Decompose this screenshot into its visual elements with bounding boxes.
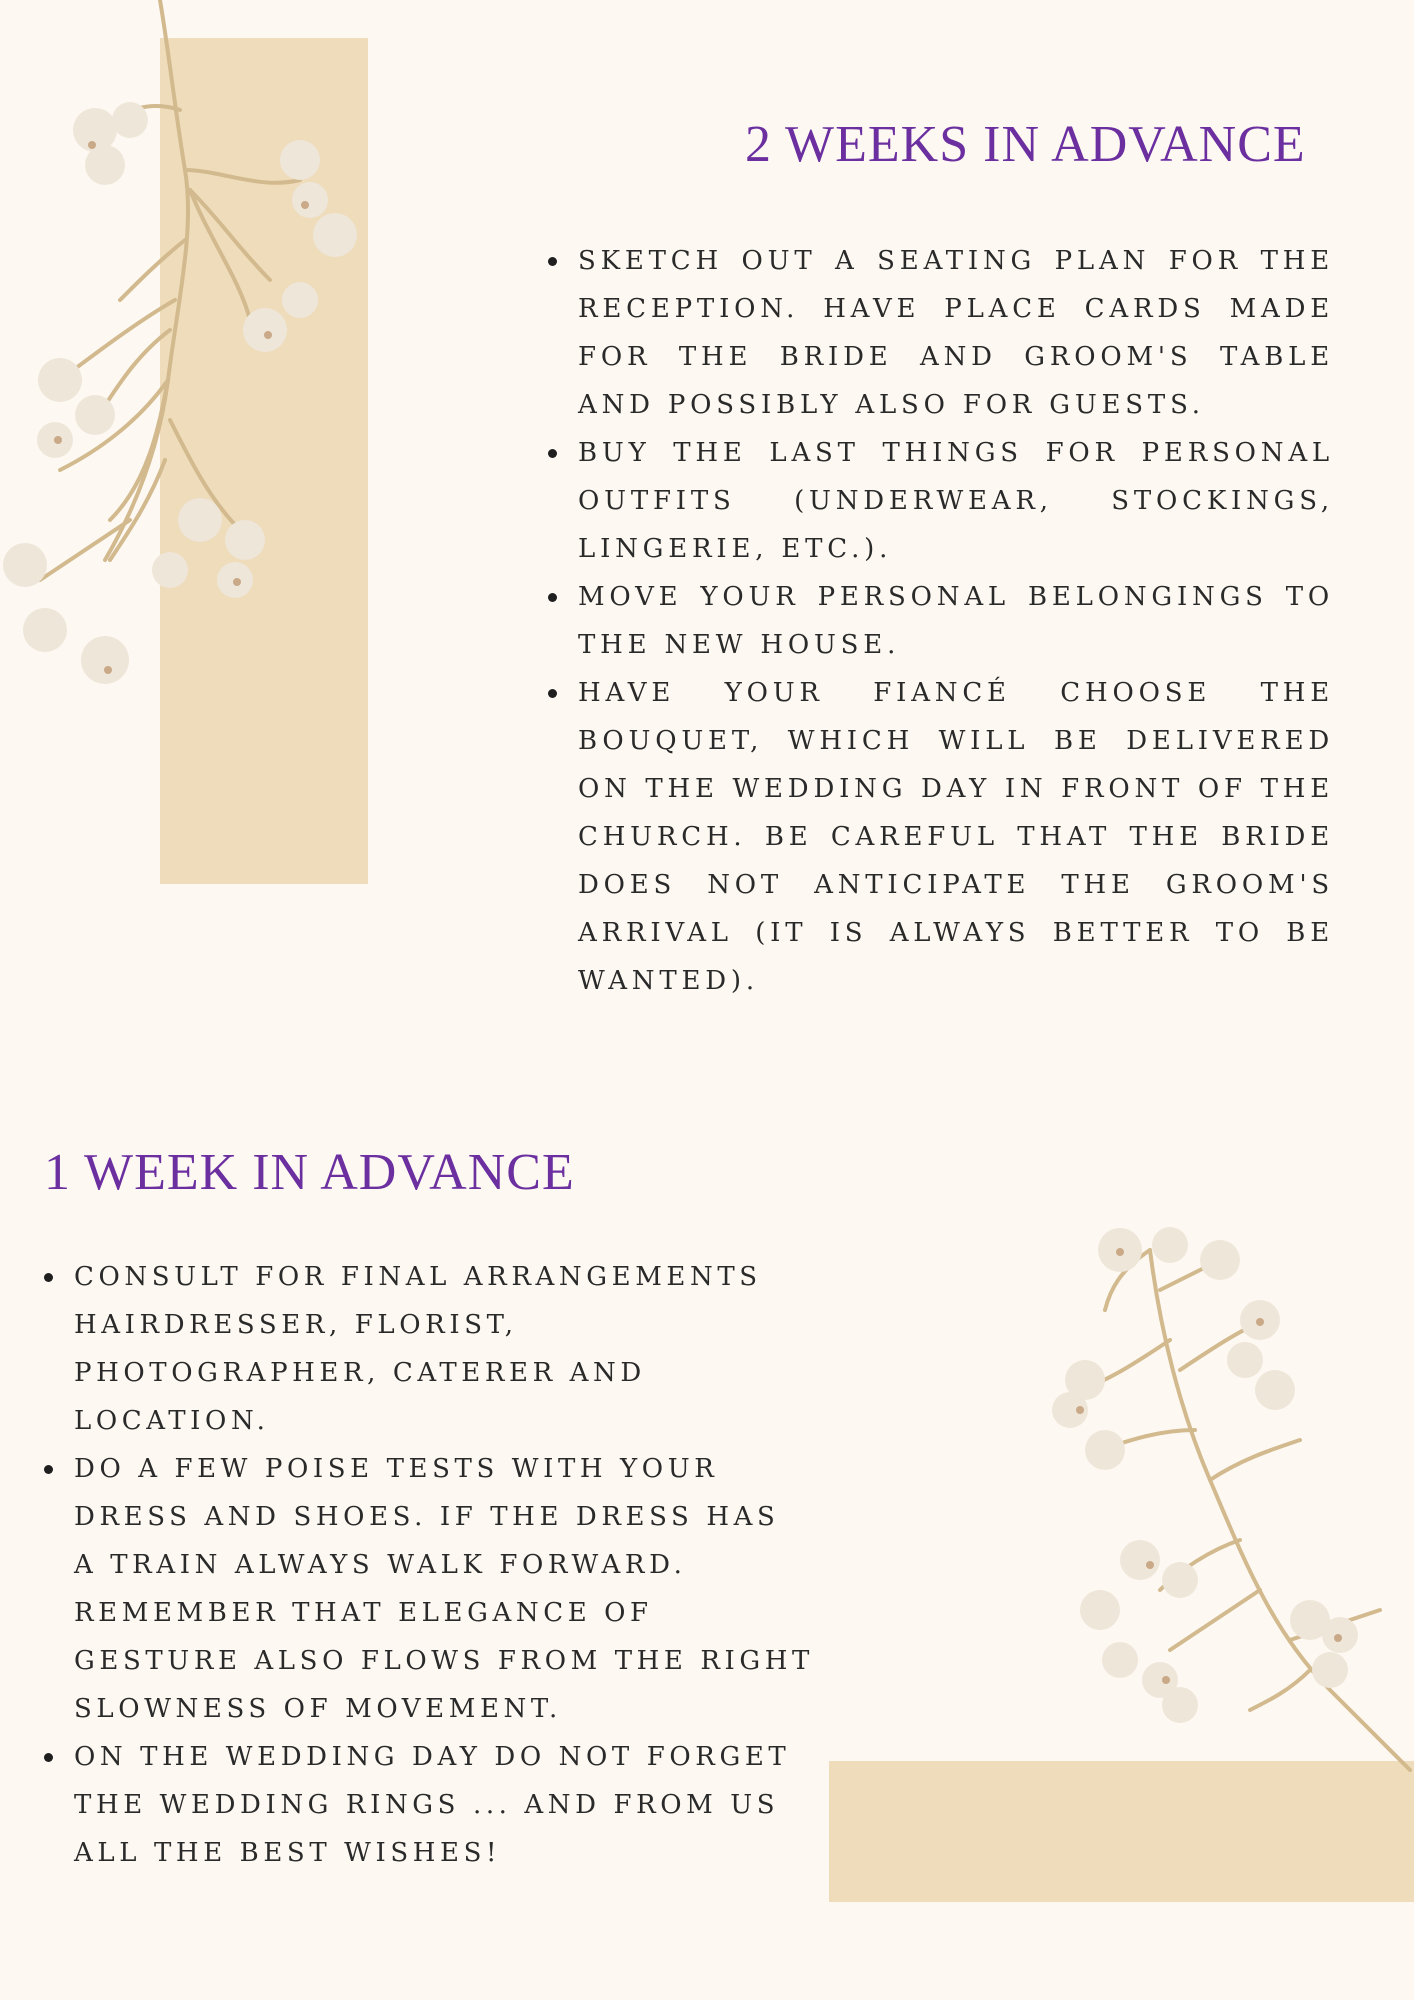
list-item-text-line: PHOTOGRAPHER, CATERER AND — [74, 1358, 646, 1388]
section-heading-1-week: 1 WEEK IN ADVANCE — [44, 1144, 575, 1201]
list-item-text: HAVE YOUR FIANCÉ CHOOSE THE BOUQUET, WHICH WILL BE DELIVERED ON THE WEDDING DAY IN FRONT OF THE CHURCH. BE CAREFUL THAT THE BRIDE DOES NOT ANTICIPATE THE GROOM'S ARRIVAL (IT IS ALWAYS BETTER TO BE WANTED). — [578, 678, 1334, 996]
list-item-text-line: SLOWNESS OF MOVEMENT. — [74, 1694, 562, 1724]
list-item-text-line: ALL THE BEST WISHES! — [74, 1838, 502, 1868]
list-item-text: SKETCH OUT A SEATING PLAN FOR THE RECEPTION. HAVE PLACE CARDS MADE FOR THE BRIDE AND GROOM'S TABLE AND POSSIBLY ALSO FOR GUESTS. — [578, 246, 1334, 420]
list-item-text-line: THE WEDDING RINGS ... AND FROM US — [74, 1790, 780, 1820]
checklist-2-weeks — [578, 237, 1334, 1005]
list-item-text: MOVE YOUR PERSONAL BELONGINGS TO THE NEW HOUSE. — [578, 582, 1334, 660]
list-item — [578, 669, 1334, 1005]
list-item-text-line: ON THE WEDDING DAY DO NOT FORGET — [74, 1742, 791, 1772]
list-item — [74, 1445, 834, 1733]
bullet-icon — [44, 1465, 53, 1474]
list-item — [74, 1733, 834, 1877]
bullet-icon — [548, 449, 557, 458]
floral-branch-illustration-bottom — [1010, 1210, 1414, 1830]
list-item — [578, 429, 1334, 573]
list-item — [74, 1253, 834, 1445]
bullet-icon — [548, 257, 557, 266]
list-item — [578, 573, 1334, 669]
checklist-1-week — [74, 1253, 834, 1877]
list-item-text-line: A TRAIN ALWAYS WALK FORWARD. — [74, 1550, 687, 1580]
bullet-icon — [548, 593, 557, 602]
list-item-text-line: DO A FEW POISE TESTS WITH YOUR — [74, 1454, 719, 1484]
list-item-text-line: DRESS AND SHOES. IF THE DRESS HAS — [74, 1502, 780, 1532]
list-item — [578, 237, 1334, 429]
list-item-text-line: LOCATION. — [74, 1406, 270, 1436]
list-item-text-line: CONSULT FOR FINAL ARRANGEMENTS — [74, 1262, 762, 1292]
bullet-icon — [548, 689, 557, 698]
bullet-icon — [44, 1273, 53, 1282]
bullet-icon — [44, 1753, 53, 1762]
list-item-text-line: GESTURE ALSO FLOWS FROM THE RIGHT — [74, 1646, 814, 1676]
floral-branch-illustration-top — [0, 0, 400, 700]
list-item-text-line: REMEMBER THAT ELEGANCE OF — [74, 1598, 653, 1628]
list-item-text-line: HAIRDRESSER, FLORIST, — [74, 1310, 518, 1340]
section-heading-2-weeks: 2 WEEKS IN ADVANCE — [745, 116, 1306, 173]
list-item-text: BUY THE LAST THINGS FOR PERSONAL OUTFITS (UNDERWEAR, STOCKINGS, LINGERIE, ETC.). — [578, 438, 1334, 564]
